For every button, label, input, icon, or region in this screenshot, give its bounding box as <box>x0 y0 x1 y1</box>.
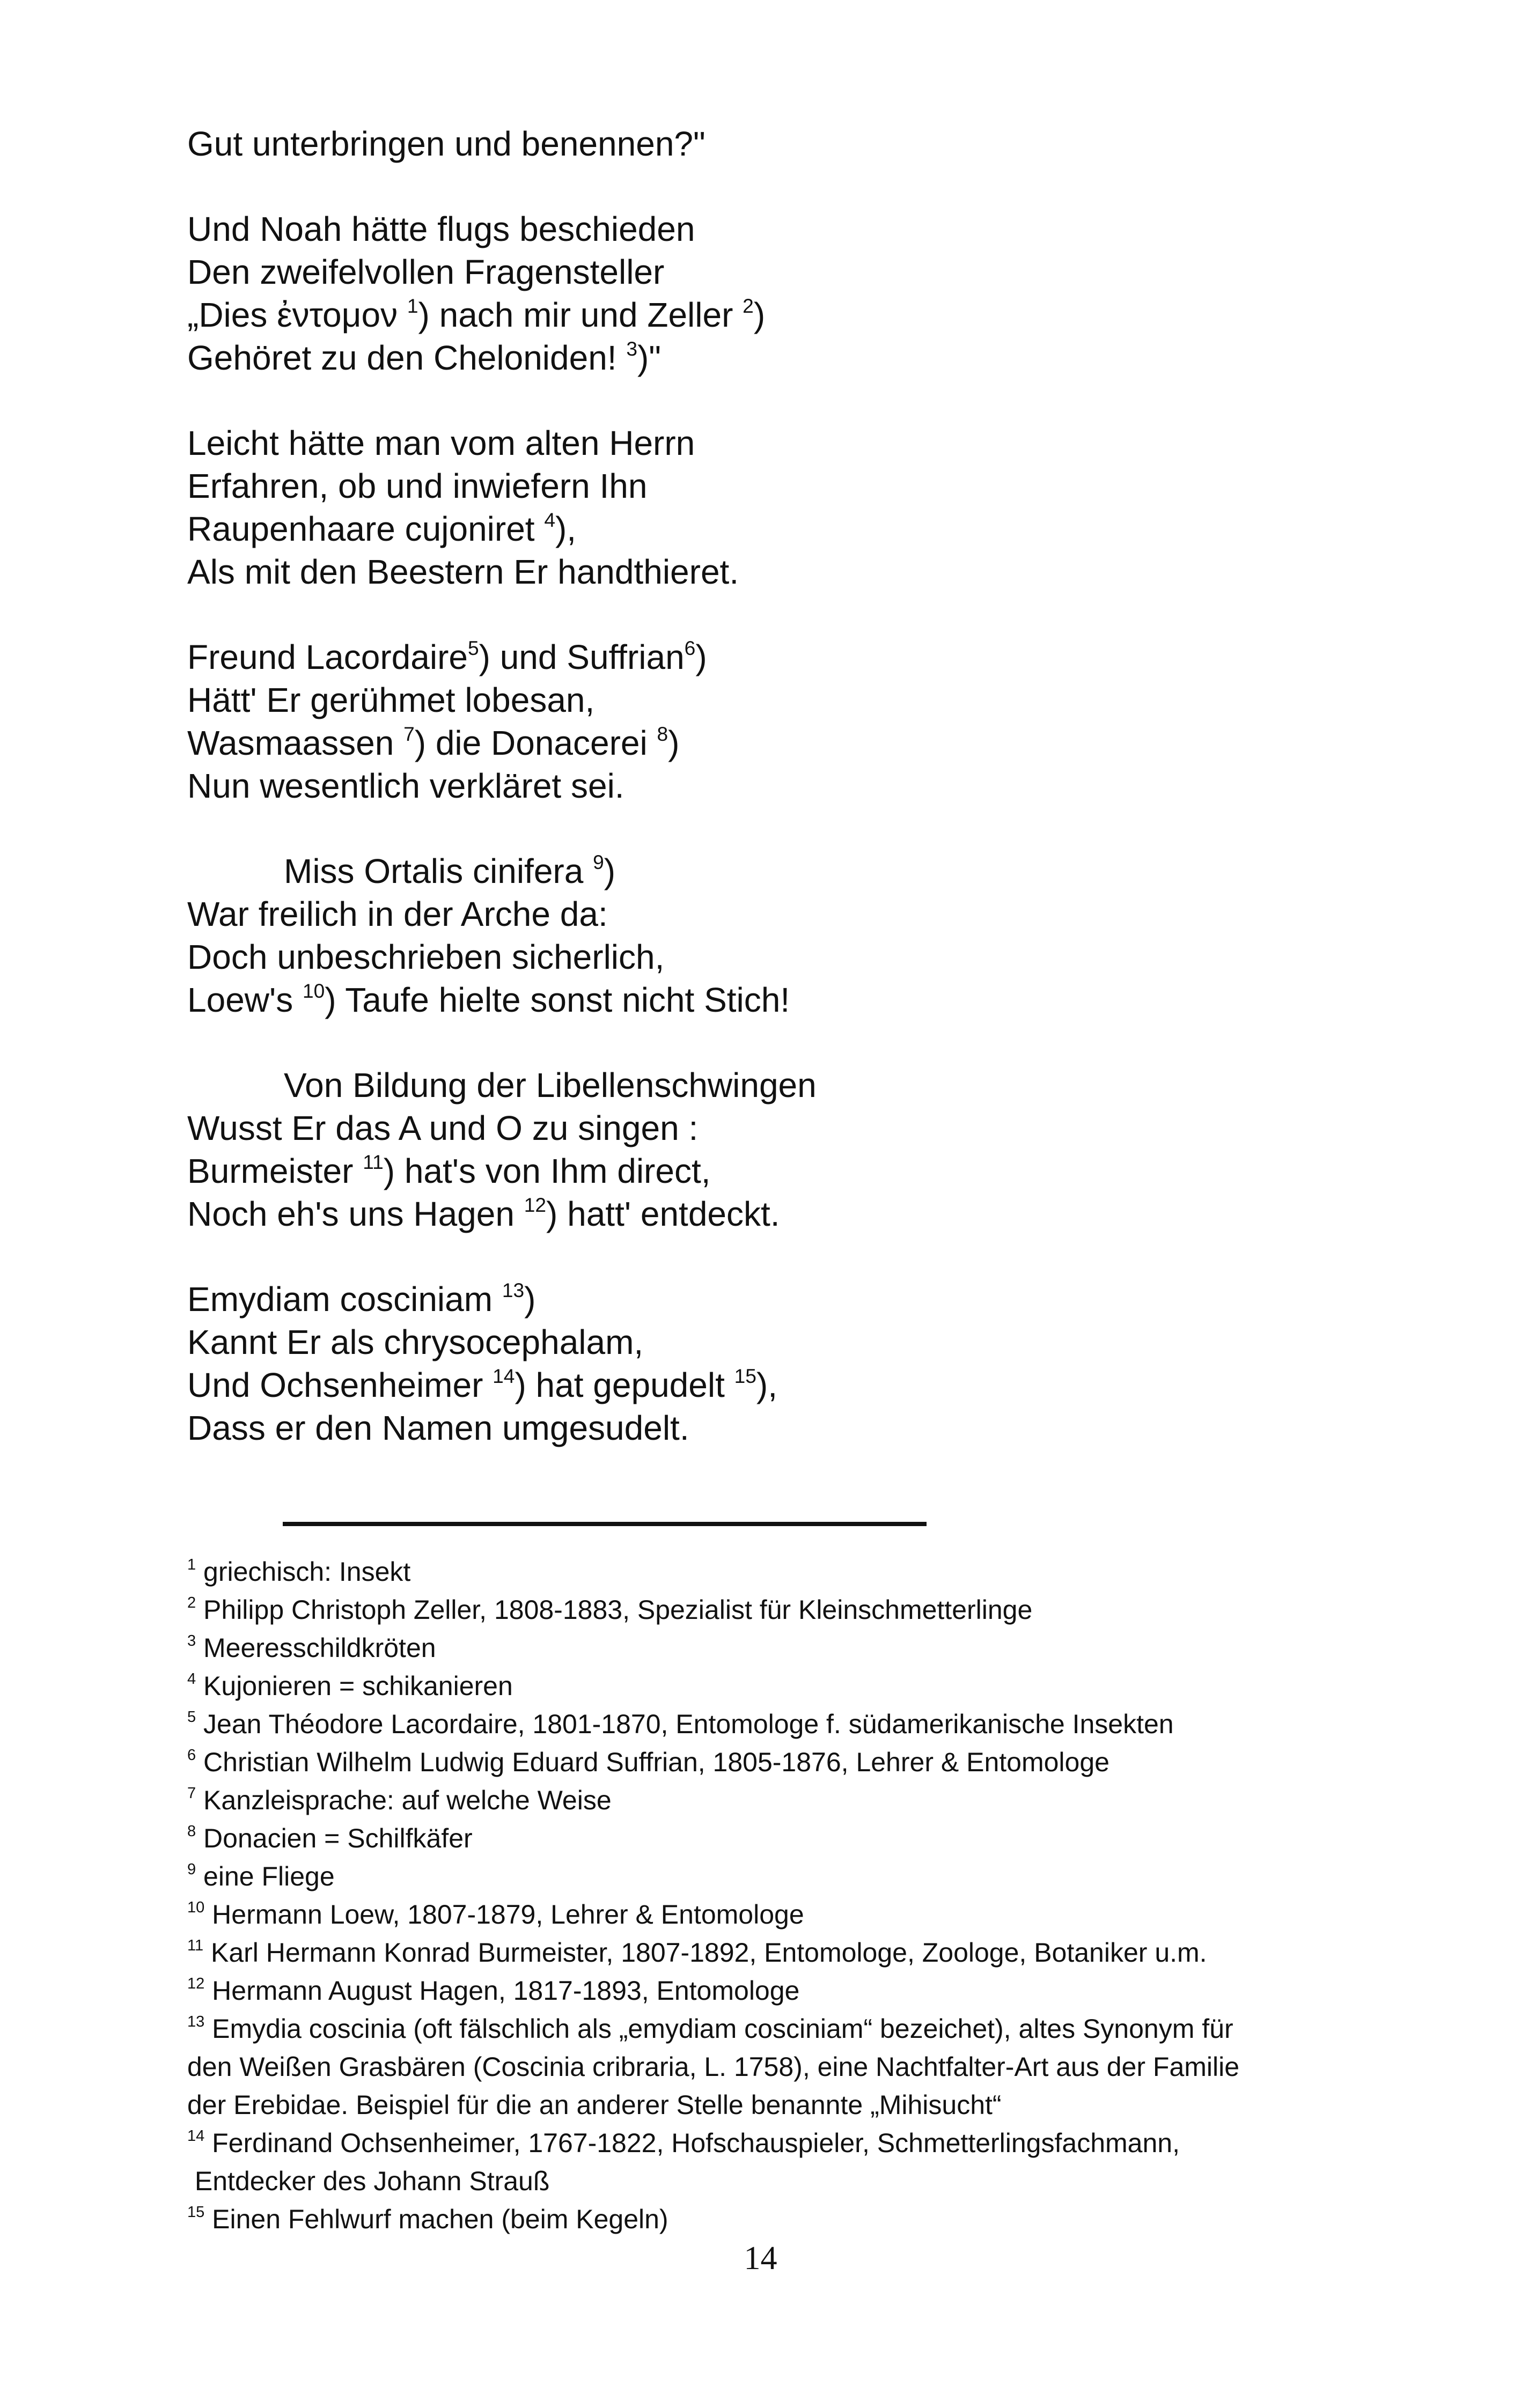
line-text: ) <box>604 852 616 890</box>
footnote-ref: 6 <box>684 636 696 659</box>
poem-line <box>187 1278 1314 1321</box>
line-text: Wusst Er das A und O zu singen : <box>187 1109 699 1147</box>
footnote-text: Entdecker des Johann Strauß <box>187 2166 550 2196</box>
line-text: Dass er den Namen umgesudelt. <box>187 1409 689 1447</box>
footnote-ref: 12 <box>524 1193 546 1216</box>
poem-line <box>187 465 1314 507</box>
poem-line <box>187 1150 1314 1192</box>
line-text: ) nach mir und Zeller <box>418 296 743 334</box>
line-text: ) und Suffrian <box>479 638 685 676</box>
poem-line <box>187 1064 1314 1107</box>
footnote <box>187 1781 1341 1820</box>
poem-line <box>187 1192 1314 1235</box>
poem-line <box>187 978 1314 1021</box>
footnote-text: Jean Théodore Lacordaire, 1801-1870, Entomologe f. südamerikanische Insekten <box>196 1709 1174 1739</box>
line-text: ) hat's von Ihm direct, <box>383 1152 711 1190</box>
poem-line <box>187 422 1314 465</box>
line-text: Wasmaassen <box>187 724 404 762</box>
line-text: War freilich in der Arche da: <box>187 895 608 933</box>
poem-line <box>187 122 1314 165</box>
footnotes <box>187 1553 1341 2238</box>
poem-line <box>187 850 1314 893</box>
line-text: ) die Donacerei <box>414 724 657 762</box>
footnote <box>187 1705 1341 1743</box>
stanza <box>187 1064 1314 1235</box>
poem-line <box>187 251 1314 293</box>
footnote-ref: 10 <box>303 979 325 1002</box>
footnote-text: Meeresschildkröten <box>196 1633 436 1663</box>
line-text: ) hatt' entdeckt. <box>546 1195 780 1233</box>
footnote-ref: 1 <box>407 294 418 317</box>
poem-line <box>187 1406 1314 1449</box>
footnote <box>187 2200 1341 2238</box>
footnote-number: 8 <box>187 1823 196 1840</box>
footnote <box>187 2162 1341 2200</box>
stanza <box>187 1278 1314 1449</box>
footnote-ref: 2 <box>743 294 754 317</box>
footnote-text: Kanzleisprache: auf welche Weise <box>196 1785 612 1815</box>
footnote-text: eine Fliege <box>196 1861 335 1891</box>
footnote <box>187 2048 1341 2086</box>
footnote-number: 11 <box>187 1937 204 1955</box>
footnote <box>187 1743 1341 1781</box>
line-text: )" <box>637 338 662 377</box>
poem <box>187 122 1314 1449</box>
footnote-text: den Weißen Grasbären (Coscinia cribraria, L. 1758), eine Nachtfalter-Art aus der Familie <box>187 2052 1240 2082</box>
footnote-number: 15 <box>187 2204 205 2221</box>
line-text: ) hat gepudelt <box>515 1366 734 1404</box>
line-text: Und Ochsenheimer <box>187 1366 493 1404</box>
poem-line <box>187 507 1314 550</box>
footnote-ref: 4 <box>544 508 555 531</box>
footnote-text: griechisch: Insekt <box>196 1557 411 1587</box>
footnote <box>187 2086 1341 2124</box>
poem-line <box>187 721 1314 764</box>
line-text: Hätt' Er gerühmet lobesan, <box>187 681 595 719</box>
footnote-number: 6 <box>187 1747 196 1764</box>
line-text: Als mit den Beestern Er handthieret. <box>187 553 739 591</box>
footnote-text: Karl Hermann Konrad Burmeister, 1807-1892, Entomologe, Zoologe, Botaniker u.m. <box>203 1938 1207 1968</box>
line-text: ) <box>695 638 707 676</box>
poem-line <box>187 293 1314 336</box>
poem-line <box>187 208 1314 251</box>
footnote-text: Philipp Christoph Zeller, 1808-1883, Spezialist für Kleinschmetterlinge <box>196 1595 1033 1625</box>
line-text: ), <box>555 510 577 548</box>
line-text: Noch eh's uns Hagen <box>187 1195 524 1233</box>
footnote-ref: 13 <box>502 1278 525 1301</box>
footnote <box>187 1972 1341 2010</box>
footnote <box>187 1553 1341 1591</box>
footnote-number: 12 <box>187 1975 205 1993</box>
line-text: Miss Ortalis cinifera <box>284 852 593 890</box>
footnote-number: 3 <box>187 1632 196 1650</box>
footnote-text: Ferdinand Ochsenheimer, 1767-1822, Hofschauspieler, Schmetterlingsfachmann, <box>204 2128 1180 2158</box>
footnote-text: Hermann August Hagen, 1817-1893, Entomologe <box>204 1976 800 2006</box>
poem-line <box>187 636 1314 679</box>
footnote <box>187 2124 1341 2162</box>
line-text: Leicht hätte man vom alten Herrn <box>187 424 695 462</box>
footnote-ref: 9 <box>593 850 604 873</box>
footnote-ref: 7 <box>403 722 415 745</box>
line-text: Nun wesentlich verkläret sei. <box>187 767 624 805</box>
line-text: ) <box>668 724 680 762</box>
line-text: Erfahren, ob und inwiefern Ihn <box>187 467 648 505</box>
footnote-ref: 8 <box>657 722 668 745</box>
line-text: Doch unbeschrieben sicherlich, <box>187 938 665 976</box>
poem-line <box>187 336 1314 379</box>
line-text: ) <box>753 296 766 334</box>
footnote <box>187 1896 1341 1934</box>
footnote-ref: 14 <box>493 1364 515 1387</box>
footnote-text: Emydia coscinia (oft fälschlich als „emydiam cosciniam“ bezeichet), altes Synonym für <box>204 2014 1233 2044</box>
footnote <box>187 1858 1341 1896</box>
footnote <box>187 1629 1341 1667</box>
line-text: ) <box>524 1280 536 1319</box>
footnote-number: 14 <box>187 2127 205 2145</box>
footnote-number: 7 <box>187 1785 196 1802</box>
footnote-ref: 11 <box>363 1150 384 1173</box>
footnote-separator <box>283 1522 927 1526</box>
poem-line <box>187 550 1314 593</box>
footnote-number: 10 <box>187 1899 205 1917</box>
stanza <box>187 850 1314 1021</box>
footnote <box>187 1820 1341 1858</box>
footnote-text: Kujonieren = schikanieren <box>196 1671 513 1701</box>
footnote-text: Hermann Loew, 1807-1879, Lehrer & Entomologe <box>204 1899 804 1930</box>
footnote-number: 13 <box>187 2013 205 2031</box>
line-text: ) Taufe hielte sonst nicht Stich! <box>325 981 790 1019</box>
poem-line <box>187 1321 1314 1364</box>
footnote-number: 4 <box>187 1670 196 1688</box>
poem-line <box>187 936 1314 978</box>
stanza <box>187 122 1314 165</box>
poem-line <box>187 679 1314 721</box>
footnote-text: Einen Fehlwurf machen (beim Kegeln) <box>204 2204 668 2234</box>
line-text: Und Noah hätte flugs beschieden <box>187 210 695 248</box>
line-text: Den zweifelvollen Fragensteller <box>187 253 665 291</box>
footnote-number: 5 <box>187 1709 196 1726</box>
line-text: Burmeister <box>187 1152 363 1190</box>
stanza <box>187 636 1314 807</box>
poem-line <box>187 893 1314 936</box>
footnote-number: 2 <box>187 1594 196 1612</box>
line-text: Von Bildung der Libellenschwingen <box>284 1066 817 1104</box>
footnote-text: der Erebidae. Beispiel für die an anderer Stelle benannte „Mihisucht“ <box>187 2090 1002 2120</box>
footnote-ref: 5 <box>467 636 479 659</box>
line-text: Freund Lacordaire <box>187 638 468 676</box>
poem-line <box>187 1364 1314 1406</box>
footnote-ref: 15 <box>734 1364 756 1387</box>
poem-line <box>187 764 1314 807</box>
footnote <box>187 1591 1341 1629</box>
footnote <box>187 2010 1341 2048</box>
line-text: Gut unterbringen und benennen?" <box>187 124 706 163</box>
footnote-number: 9 <box>187 1861 196 1879</box>
line-text: Loew's <box>187 981 303 1019</box>
line-text: „Dies ἐντομον <box>187 296 407 334</box>
line-text: Emydiam cosciniam <box>187 1280 502 1319</box>
stanza <box>187 208 1314 379</box>
line-text: Kannt Er als chrysocephalam, <box>187 1323 644 1361</box>
line-text: Raupenhaare cujoniret <box>187 510 545 548</box>
stanza <box>187 422 1314 593</box>
poem-line <box>187 1107 1314 1150</box>
footnote-text: Donacien = Schilfkäfer <box>196 1823 473 1853</box>
page-number: 14 <box>744 2240 777 2277</box>
line-text: Gehöret zu den Cheloniden! <box>187 338 627 377</box>
footnote-number: 1 <box>187 1556 196 1574</box>
line-text: ), <box>756 1366 777 1404</box>
footnote-text: Christian Wilhelm Ludwig Eduard Suffrian, 1805-1876, Lehrer & Entomologe <box>196 1747 1109 1777</box>
footnote-ref: 3 <box>626 337 637 360</box>
footnote <box>187 1667 1341 1705</box>
footnote <box>187 1934 1341 1972</box>
